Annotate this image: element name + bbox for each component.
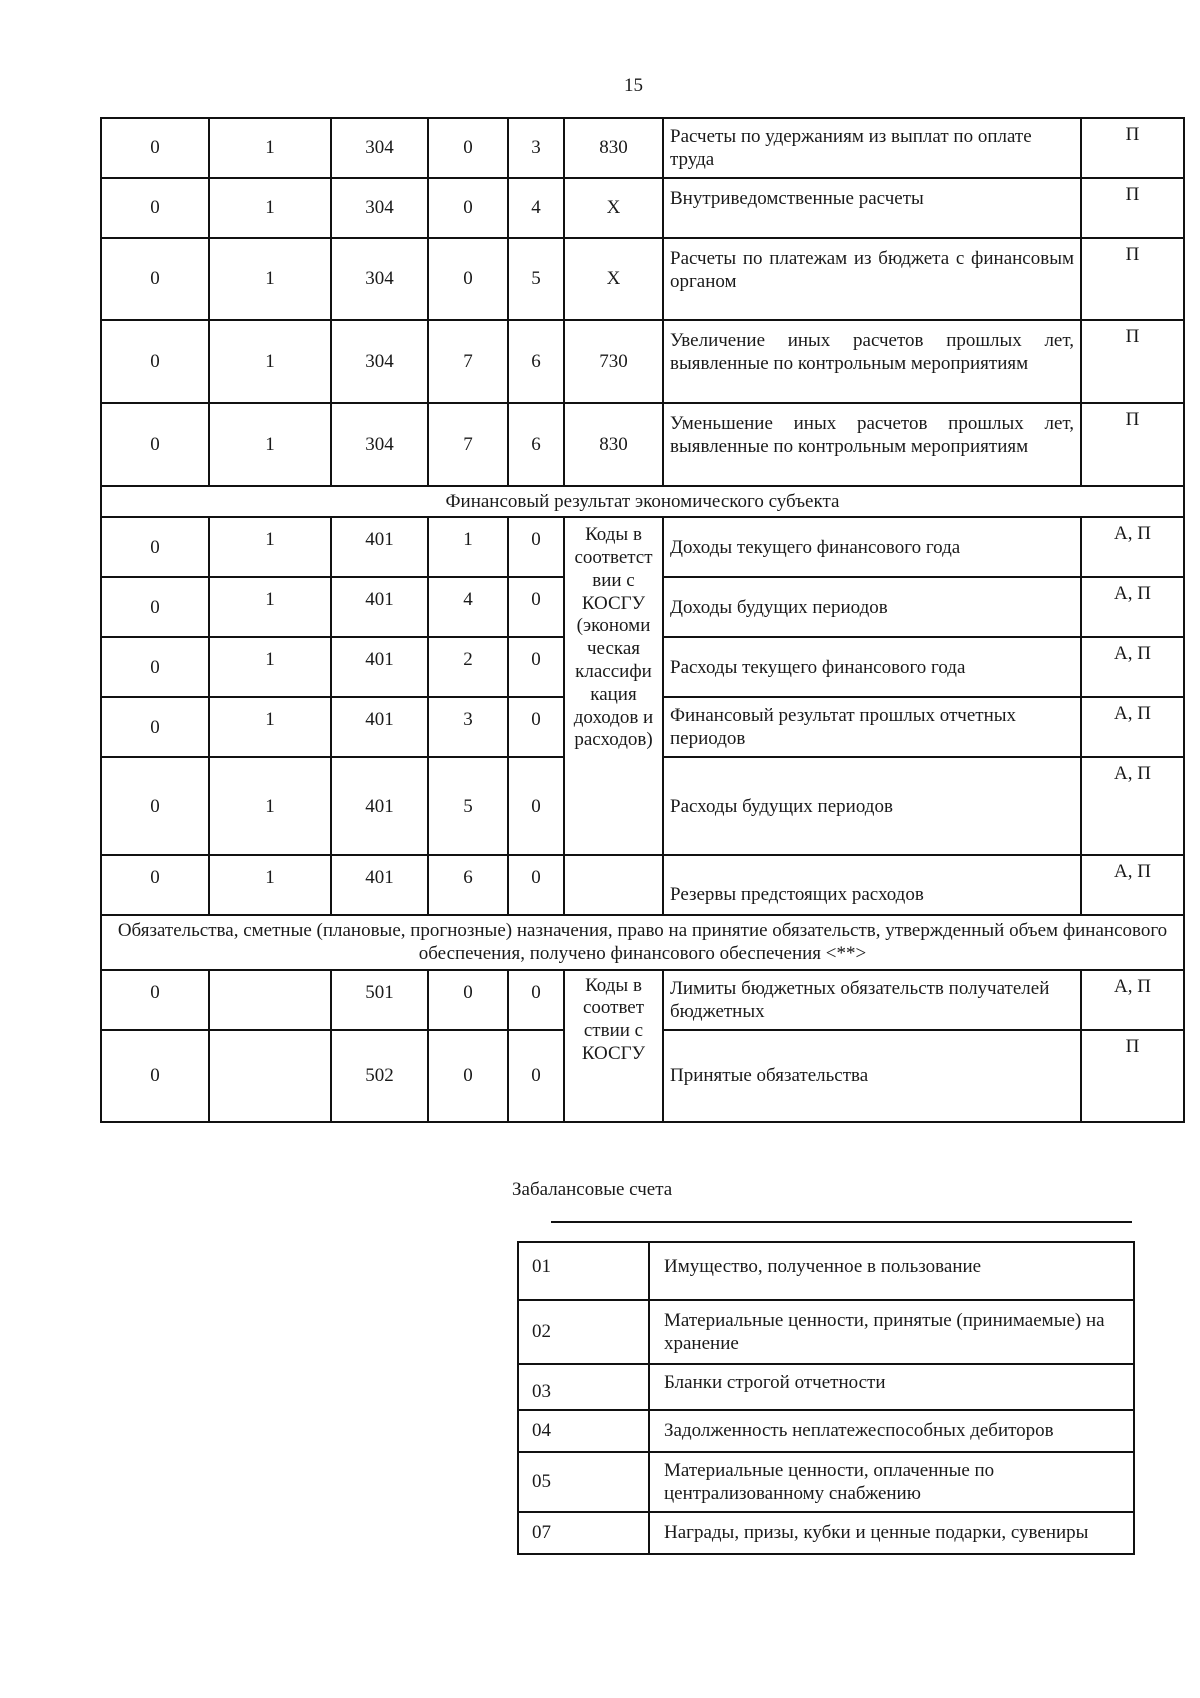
cell-description: Лимиты бюджетных обязательств получателей бюджетных [663, 970, 1081, 1030]
accounts-table [100, 117, 1185, 1123]
cell-synthetic-account: 304 [331, 238, 428, 320]
cell-description: Расчеты по платежам из бюджета с финансовым органом [663, 238, 1081, 320]
cell-sign: А, П [1081, 970, 1184, 1030]
cell-type-code: 0 [508, 855, 564, 915]
cell-kind-code: 1 [209, 517, 331, 577]
cell-sign: А, П [1081, 577, 1184, 637]
cell-synthetic-account: 401 [331, 577, 428, 637]
cell-description: Доходы будущих периодов [663, 577, 1081, 637]
offbalance-name: Имущество, полученное в пользование [649, 1242, 1134, 1300]
cell-type-code: 5 [508, 238, 564, 320]
section-row [101, 486, 1184, 517]
cell-group-code: 6 [428, 855, 508, 915]
cell-type-code: 4 [508, 178, 564, 238]
table-row [101, 855, 1184, 915]
cell-kind-code [209, 970, 331, 1030]
cell-kind-code: 1 [209, 178, 331, 238]
cell-synthetic-account: 501 [331, 970, 428, 1030]
cell-synthetic-account: 502 [331, 1030, 428, 1122]
cell-type-code: 3 [508, 118, 564, 178]
cell-sign: П [1081, 238, 1184, 320]
table-row [101, 517, 1184, 577]
cell-sign: П [1081, 118, 1184, 178]
offbalance-code: 04 [518, 1410, 649, 1452]
cell-analytic-code: Х [564, 238, 663, 320]
cell-section-code: 0 [101, 517, 209, 577]
cell-synthetic-account: 304 [331, 178, 428, 238]
cell-analytic-code: 830 [564, 403, 663, 486]
section-heading-obligations: Обязательства, сметные (плановые, прогнозные) назначения, право на принятие обязательств, утвержденный объем финансового обеспечения, получено финансового обеспечения <**> [101, 915, 1184, 969]
cell-synthetic-account: 401 [331, 637, 428, 697]
cell-sign: П [1081, 320, 1184, 403]
offbalance-code: 02 [518, 1300, 649, 1364]
cell-group-code: 0 [428, 970, 508, 1030]
cell-kind-code: 1 [209, 855, 331, 915]
cell-section-code: 0 [101, 577, 209, 637]
cell-sign: А, П [1081, 697, 1184, 757]
table-row [518, 1512, 1134, 1554]
cell-sign: А, П [1081, 757, 1184, 855]
offbalance-name: Задолженность неплатежеспособных дебиторов [649, 1410, 1134, 1452]
cell-group-code: 3 [428, 697, 508, 757]
table-row [101, 238, 1184, 320]
table-row [518, 1300, 1134, 1364]
page-number: 15 [624, 75, 643, 96]
table-row [101, 118, 1184, 178]
divider [551, 1221, 1132, 1223]
offbalance-code: 01 [518, 1242, 649, 1300]
offbalance-name: Награды, призы, кубки и ценные подарки, сувениры [649, 1512, 1134, 1554]
offbalance-code: 05 [518, 1452, 649, 1512]
cell-type-code: 0 [508, 517, 564, 577]
kosgu-note: Коды в соответ ствии с КОСГУ [564, 970, 663, 1122]
cell-group-code: 5 [428, 757, 508, 855]
offbalance-code: 07 [518, 1512, 649, 1554]
cell-group-code: 4 [428, 577, 508, 637]
cell-analytic-code: Х [564, 178, 663, 238]
offbalance-name: Материальные ценности, оплаченные по централизованному снабжению [649, 1452, 1134, 1512]
cell-description: Доходы текущего финансового года [663, 517, 1081, 577]
cell-group-code: 0 [428, 178, 508, 238]
cell-analytic-code: 830 [564, 118, 663, 178]
cell-description: Внутриведомственные расчеты [663, 178, 1081, 238]
cell-kind-code: 1 [209, 320, 331, 403]
cell-synthetic-account: 401 [331, 517, 428, 577]
cell-group-code: 0 [428, 118, 508, 178]
offbalance-name: Бланки строгой отчетности [649, 1364, 1134, 1410]
cell-type-code: 0 [508, 970, 564, 1030]
cell-synthetic-account: 304 [331, 403, 428, 486]
section-row [101, 915, 1184, 969]
cell-sign: П [1081, 1030, 1184, 1122]
table-row [518, 1452, 1134, 1512]
kosgu-note: Коды в соответст вии с КОСГУ (экономи ческая классифи кация доходов и расходов) [564, 517, 663, 855]
cell-synthetic-account: 401 [331, 757, 428, 855]
cell-section-code: 0 [101, 970, 209, 1030]
cell-description: Увеличение иных расчетов прошлых лет, выявленные по контрольным мероприятиям [663, 320, 1081, 403]
table-row [101, 178, 1184, 238]
cell-kind-code [209, 1030, 331, 1122]
cell-kind-code: 1 [209, 637, 331, 697]
cell-synthetic-account: 401 [331, 855, 428, 915]
cell-description: Финансовый результат прошлых отчетных периодов [663, 697, 1081, 757]
cell-kind-code: 1 [209, 238, 331, 320]
cell-sign: П [1081, 178, 1184, 238]
offbalance-name: Материальные ценности, принятые (принимаемые) на хранение [649, 1300, 1134, 1364]
cell-section-code: 0 [101, 118, 209, 178]
cell-analytic-code: 730 [564, 320, 663, 403]
section-heading-financial-result: Финансовый результат экономического субъекта [101, 486, 1184, 517]
table-row [518, 1364, 1134, 1410]
cell-type-code: 0 [508, 757, 564, 855]
offbalance-code: 03 [518, 1364, 649, 1410]
cell-description: Расчеты по удержаниям из выплат по оплате труда [663, 118, 1081, 178]
cell-description: Уменьшение иных расчетов прошлых лет, выявленные по контрольным мероприятиям [663, 403, 1081, 486]
cell-synthetic-account: 304 [331, 320, 428, 403]
cell-group-code: 2 [428, 637, 508, 697]
table-row [101, 320, 1184, 403]
cell-sign: А, П [1081, 517, 1184, 577]
table-row [101, 403, 1184, 486]
table-row [518, 1410, 1134, 1452]
cell-group-code: 7 [428, 320, 508, 403]
cell-type-code: 6 [508, 403, 564, 486]
cell-type-code: 0 [508, 697, 564, 757]
offbalance-title: Забалансовые счета [512, 1179, 673, 1200]
cell-sign: А, П [1081, 855, 1184, 915]
cell-section-code: 0 [101, 637, 209, 697]
cell-type-code: 6 [508, 320, 564, 403]
cell-description: Резервы предстоящих расходов [663, 855, 1081, 915]
cell-analytic-code [564, 855, 663, 915]
cell-type-code: 0 [508, 577, 564, 637]
cell-synthetic-account: 304 [331, 118, 428, 178]
cell-sign: А, П [1081, 637, 1184, 697]
cell-section-code: 0 [101, 697, 209, 757]
cell-sign: П [1081, 403, 1184, 486]
offbalance-table [517, 1241, 1135, 1555]
cell-kind-code: 1 [209, 577, 331, 637]
cell-kind-code: 1 [209, 757, 331, 855]
cell-section-code: 0 [101, 178, 209, 238]
cell-description: Расходы будущих периодов [663, 757, 1081, 855]
cell-group-code: 7 [428, 403, 508, 486]
cell-section-code: 0 [101, 855, 209, 915]
cell-description: Принятые обязательства [663, 1030, 1081, 1122]
cell-section-code: 0 [101, 1030, 209, 1122]
cell-type-code: 0 [508, 637, 564, 697]
cell-group-code: 1 [428, 517, 508, 577]
cell-section-code: 0 [101, 403, 209, 486]
cell-section-code: 0 [101, 238, 209, 320]
cell-group-code: 0 [428, 1030, 508, 1122]
cell-synthetic-account: 401 [331, 697, 428, 757]
cell-group-code: 0 [428, 238, 508, 320]
cell-kind-code: 1 [209, 118, 331, 178]
cell-type-code: 0 [508, 1030, 564, 1122]
cell-kind-code: 1 [209, 697, 331, 757]
cell-kind-code: 1 [209, 403, 331, 486]
cell-section-code: 0 [101, 320, 209, 403]
table-row [518, 1242, 1134, 1300]
cell-section-code: 0 [101, 757, 209, 855]
table-row [101, 970, 1184, 1030]
cell-description: Расходы текущего финансового года [663, 637, 1081, 697]
